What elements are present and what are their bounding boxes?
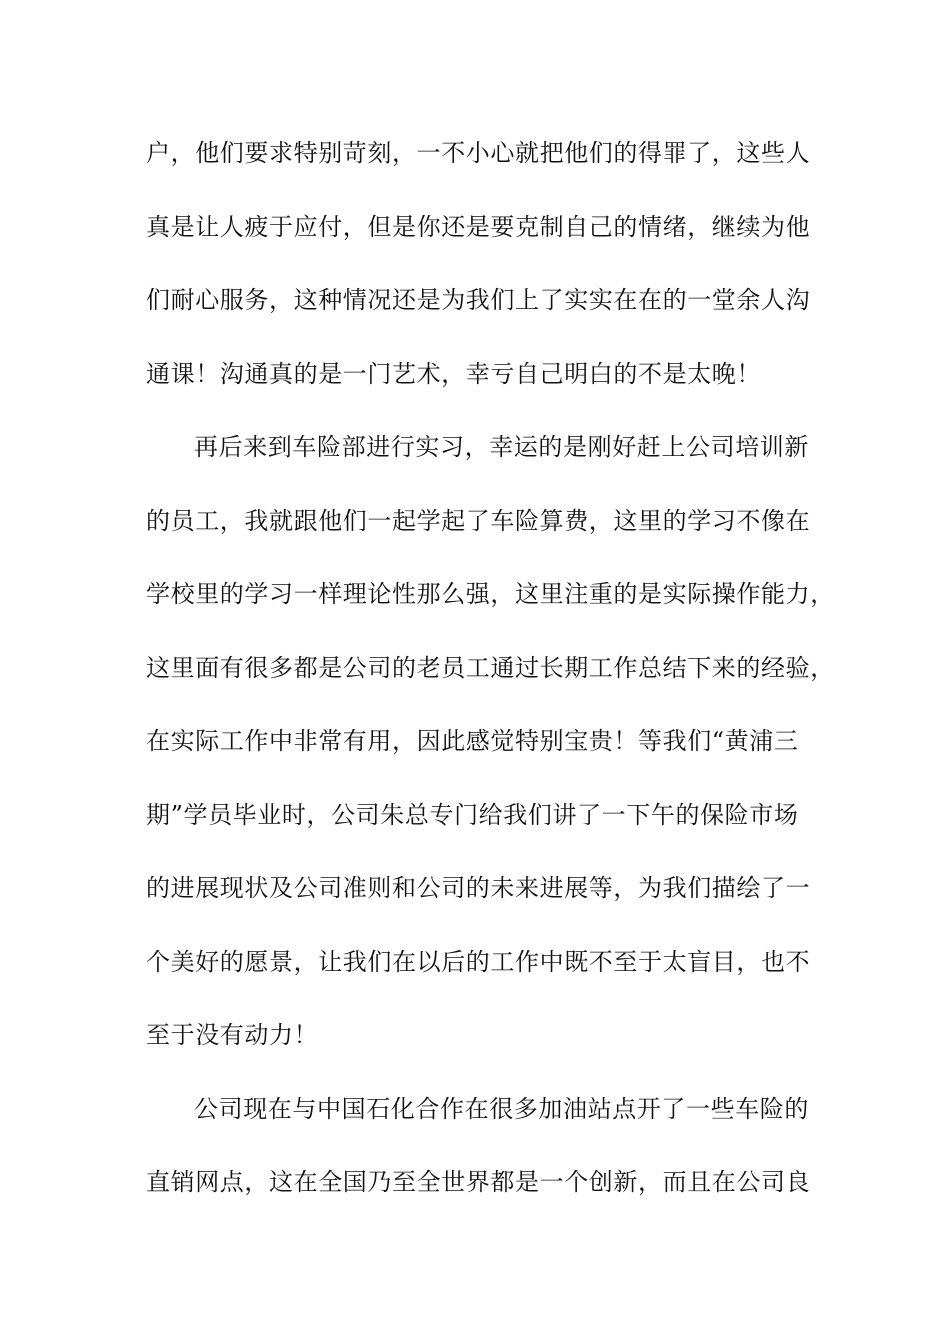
text-line: 公司现在与中国石化合作在很多加油站点开了一些车险的 bbox=[194, 1094, 809, 1123]
text-line: 学校里的学习一样理论性那么强，这里注重的是实际操作能力， bbox=[146, 580, 835, 608]
text-line: 们耐心服务，这种情况还是为我们上了实实在在的一堂余人沟 bbox=[146, 286, 811, 314]
text-line: 至于没有动力！ bbox=[146, 1021, 319, 1049]
text-line: 期”学员毕业时，公司朱总专门给我们讲了一下午的保险市场 bbox=[146, 800, 799, 829]
text-line: 直销网点，这在全国乃至全世界都是一个创新，而且在公司良 bbox=[146, 1168, 811, 1196]
paragraph-3 bbox=[146, 1086, 836, 1233]
paragraph-2 bbox=[146, 424, 836, 1086]
text-line: 通课！沟通真的是一门艺术，幸亏自己明白的不是太晚！ bbox=[146, 359, 761, 388]
text-line: 这里面有很多都是公司的老员工通过长期工作总结下来的经验， bbox=[146, 653, 835, 682]
text-line: 的进展现状及公司准则和公司的未来进展等，为我们描绘了一 bbox=[146, 874, 811, 902]
text-line: 真是让人疲于应付，但是你还是要克制自己的情绪，继续为他 bbox=[146, 212, 811, 241]
body-text bbox=[146, 130, 836, 1233]
text-line: 户，他们要求特别苛刻，一不小心就把他们的得罪了，这些人 bbox=[146, 139, 811, 167]
text-line: 的员工，我就跟他们一起学起了车险算费，这里的学习不像在 bbox=[146, 506, 811, 535]
text-line: 再后来到车险部进行实习，幸运的是刚好赶上公司培训新 bbox=[194, 433, 809, 461]
text-line: 在实际工作中非常有用，因此感觉特别宝贵！等我们“黄浦三 bbox=[146, 727, 799, 755]
text-line: 个美好的愿景，让我们在以后的工作中既不至于太盲目，也不 bbox=[146, 947, 811, 976]
paragraph-1 bbox=[146, 130, 836, 424]
